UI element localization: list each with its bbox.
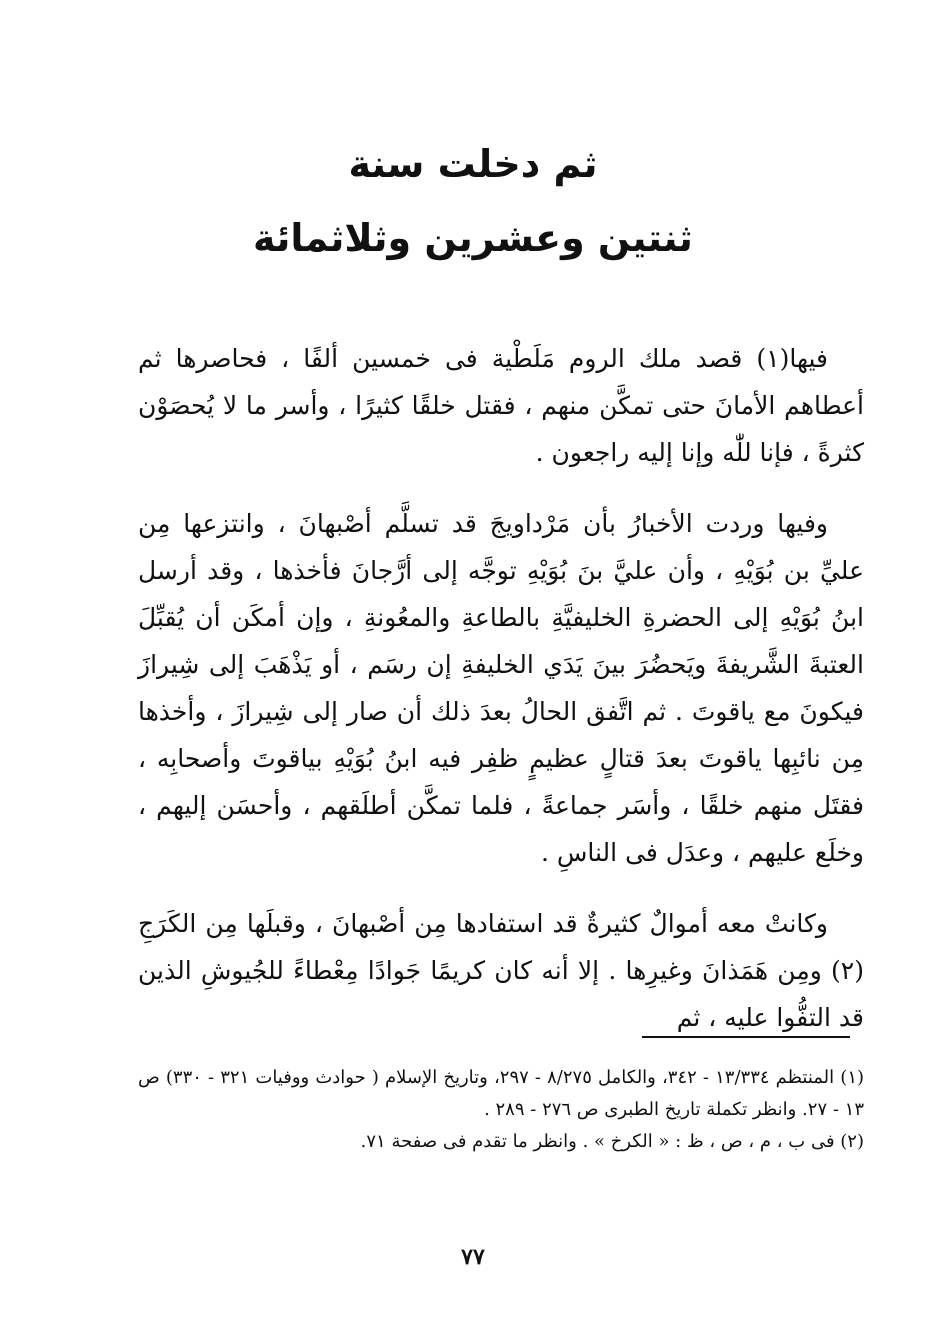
page-number: ٧٧ [461, 1244, 485, 1270]
paragraph-2: وفيها وردت الأخبارُ بأن مَرْداويجَ قد تسلَّم أصْبهانَ ، وانتزعها مِن عليِّ بن بُوَيْهِ ، وأن عليَّ بنَ بُوَيْهِ توجَّه إلى أرَّجانَ فأخذها ، وقد أرسل ابنُ بُوَيْهِ إلى الحضرةِ الخليفيَّةِ بالطاعةِ والمعُونةِ ، وإن أمكَن أن يُقبِّلَ العتبةَ الشَّريفةَ ويَحضُرَ بينَ يَدَي الخليفةِ إن رسَم ، أو يَذْهَبَ إلى شِيرازَ فيكونَ مع ياقوتَ . ثم اتَّفق الحالُ بعدَ ذلك أن صار إلى شِيرازَ ، وأخذها مِن نائبِها ياقوتَ بعدَ قتالٍ عظيمٍ ظفِر فيه ابنُ بُوَيْهِ بياقوتَ وأصحابِه ، فقتَل منهم خلقًا ، وأسَر جماعةً ، فلما تمكَّن أطلَقهم ، وأحسَن إليهم ، وخلَع عليهم ، وعدَل فى الناسِ . [138, 509, 864, 867]
chapter-heading-line-1: ثم دخلت سنة [348, 142, 598, 186]
main-text [138, 335, 864, 1065]
footnote-1: (١) المنتظم ١٣/٣٣٤ - ٣٤٢، والكامل ٨/٢٧٥ - ٢٩٧، وتاريخ الإسلام ( حوادث ووفيات ٣٢١ - ٣٣٠) ص ١٣ - ٢٧. وانظر تكملة تاريخ الطبرى ص ٢٧٦ - ٢٨٩ . [138, 1067, 865, 1120]
footnote-2: (٢) فى ب ، م ، ص ، ظ : « الكرخ » . وانظر ما تقدم فى صفحة ٧١. [360, 1131, 864, 1152]
paragraph-3: وكانتْ معه أموالٌ كثيرةٌ قد استفادها مِن أصْبهانَ ، وقبلَها مِن الكَرَجِ (٢) ومِن هَمَذانَ وغيرِها . إلا أنه كان كريمًا جَوادًا مِعْطاءً للجُيوشِ الذين قد التفُّوا عليه ، ثم [138, 909, 864, 1032]
footnote-divider [642, 1036, 850, 1038]
chapter-heading-line-2: ثنتين وعشرين وثلاثمائة [253, 216, 693, 260]
paragraph-1: فيها(١) قصد ملك الروم مَلَطْية فى خمسين ألفًا ، فحاصرها ثم أعطاهم الأمانَ حتى تمكَّن منهم ، فقتل خلقًا كثيرًا ، وأسر ما لا يُحصَوْن كثرةً ، فإنا للّٰه وإنا إليه راجعون . [138, 344, 864, 467]
footnotes [138, 1062, 864, 1158]
